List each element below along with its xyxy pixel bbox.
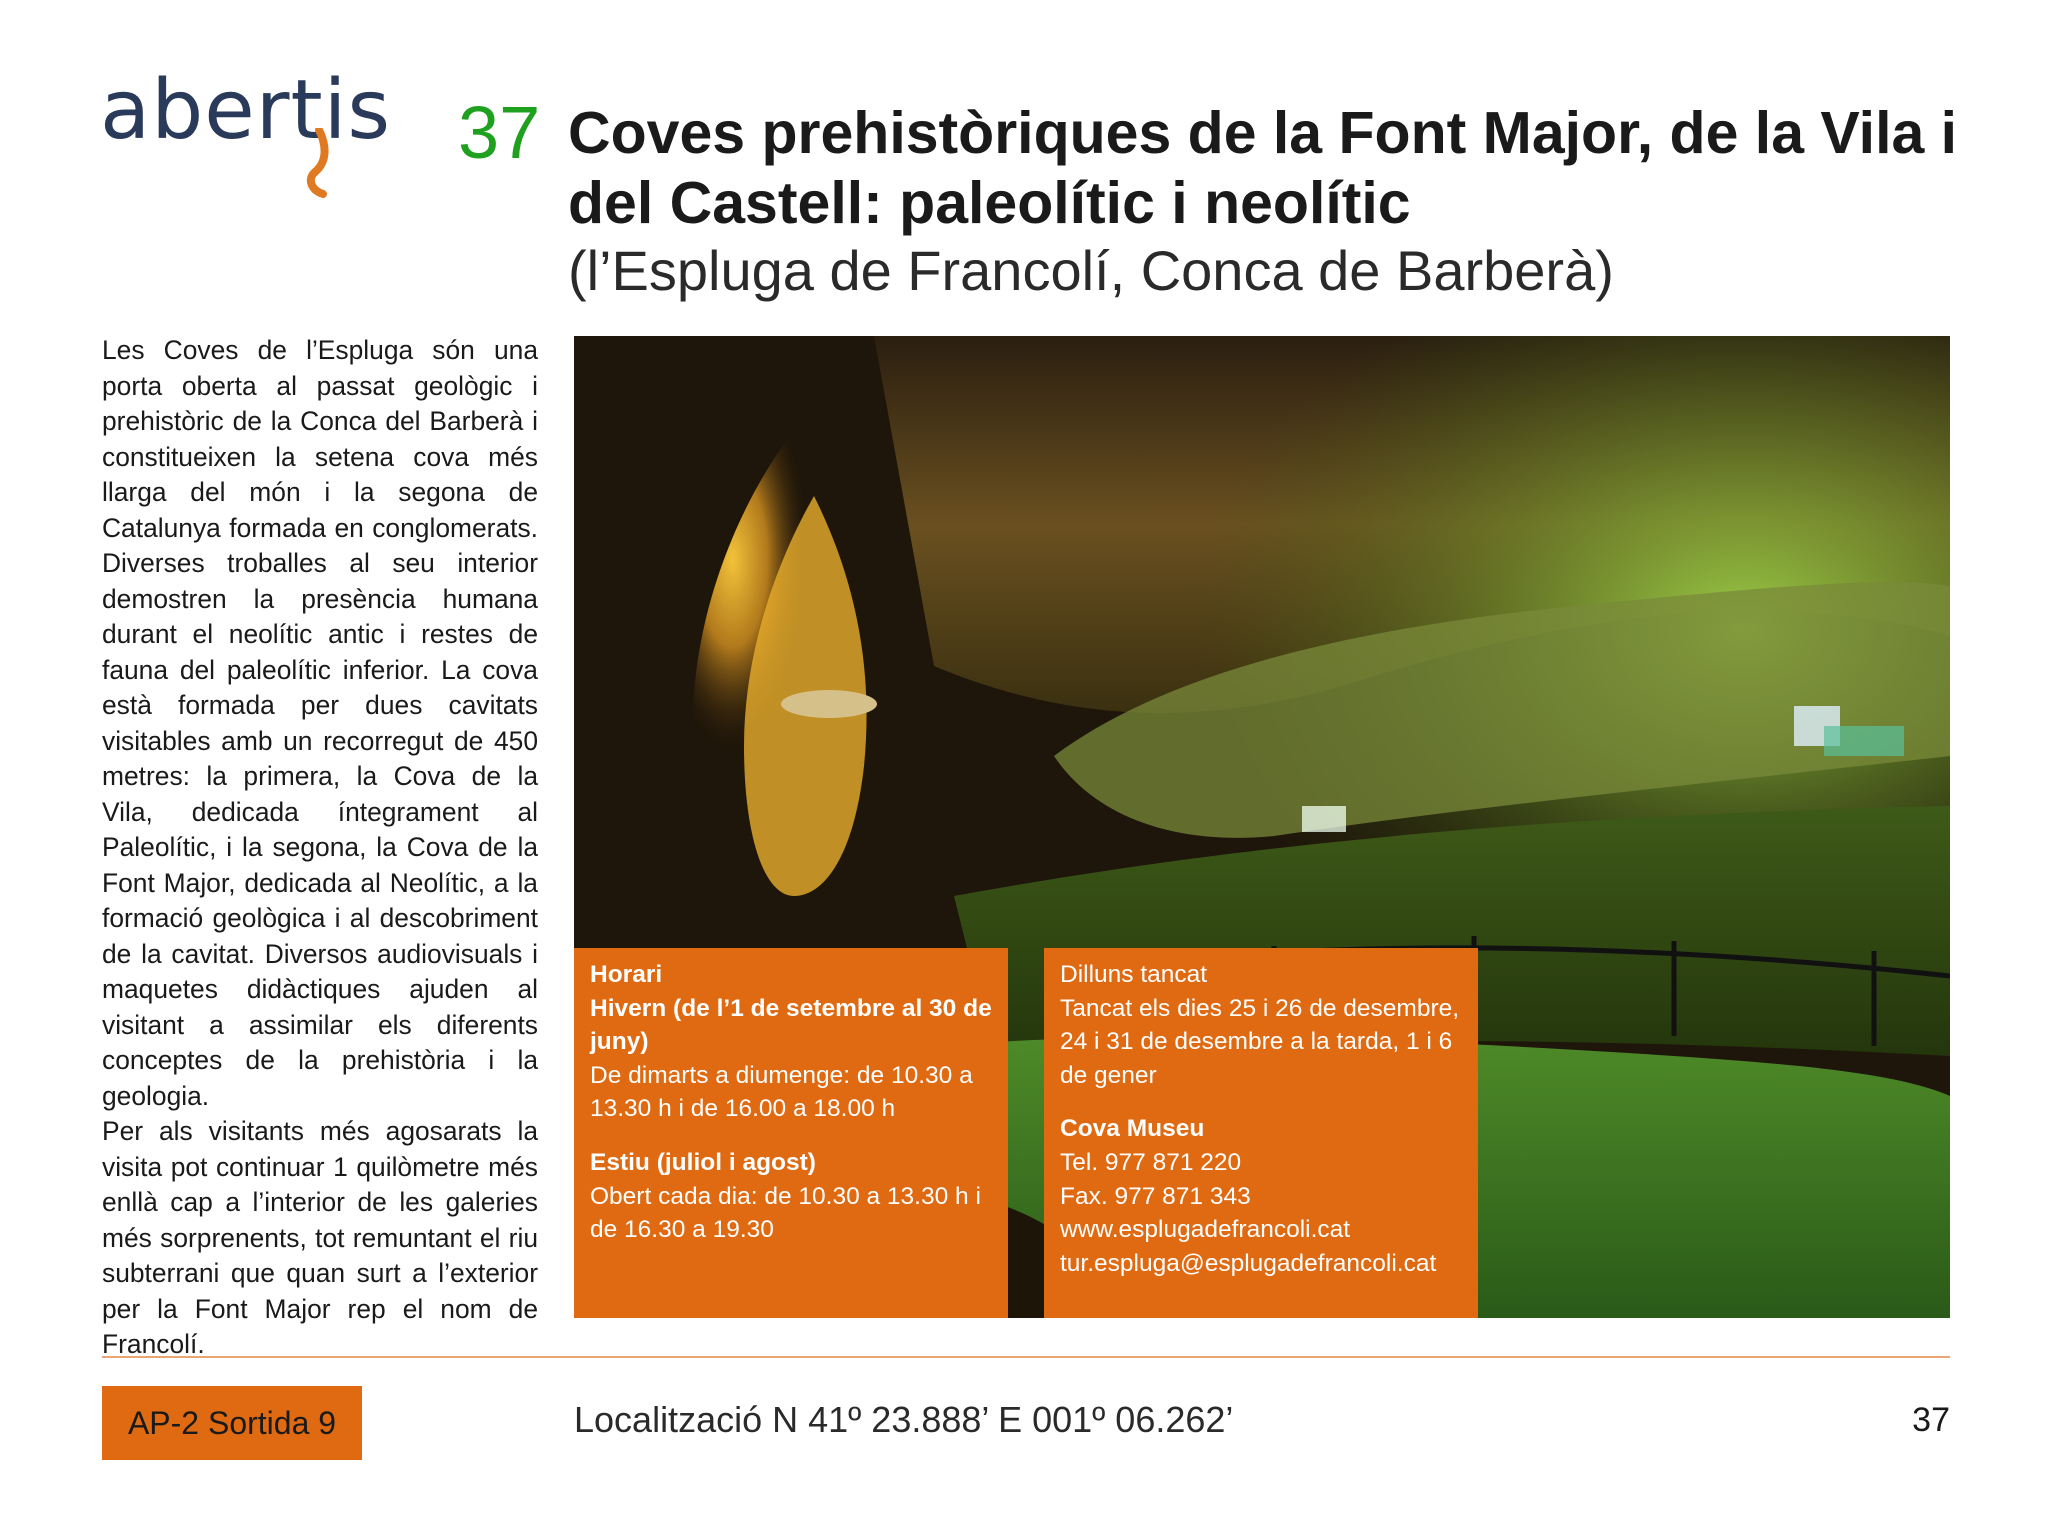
article-body xyxy=(102,333,538,1363)
closed-days: Tancat els dies 25 i 26 de desembre, 24 i 31 de desembre a la tarda, 1 i 6 de gener xyxy=(1060,994,1460,1089)
schedule-heading: Horari xyxy=(590,961,663,988)
contact-web: www.esplugadefrancoli.cat xyxy=(1060,1216,1351,1244)
schedule-box xyxy=(574,948,1008,1318)
abertis-logo xyxy=(100,63,392,200)
logo-hook-mark xyxy=(297,128,337,198)
closed-mondays: Dilluns tancat xyxy=(1060,961,1208,988)
body-paragraph-2: Per als visitants més agosarats la visita pot continuar 1 quilòmetre més enllà cap a l’interior de les galeries més sorprenents, tot remuntant el riu subterrani que quan surt a l’exterior per la Font Major rep el nom de Francolí. xyxy=(102,1116,538,1359)
location-coordinates: Localització N 41º 23.888’ E 001º 06.262’ xyxy=(574,1399,1234,1440)
body-paragraph-1: Les Coves de l’Espluga són una porta oberta al passat geològic i prehistòric de la Conca del Barberà i constitueixen la setena cova més llarga del món i la segona de Catalunya formada en conglomerats. Diverses troballes al seu interior demostren la presència humana durant el neolític antic i restes de fauna del paleolític inferior. La cova està formada per dues cavitats visitables amb un recorregut de 450 metres: la primera, la Cova de la Vila, dedicada íntegrament al Paleolític, i la segona, la Cova de la Font Major, dedicada al Neolític, a la formació geològica i al descobriment de la cavitat. Diversos audiovisuals i maquetes didàctiques ajuden al visitant a assimilar els diferents conceptes de la prehistòria i la geologia. xyxy=(102,335,538,1111)
exit-badge: AP-2 Sortida 9 xyxy=(102,1386,362,1460)
winter-hours: De dimarts a diumenge: de 10.30 a 13.30 h i de 16.00 a 18.00 h xyxy=(590,1061,973,1123)
article-number: 37 xyxy=(458,91,541,174)
contact-fax: Fax. 977 871 343 xyxy=(1060,1182,1251,1210)
page-number: 37 xyxy=(1912,1401,1950,1439)
page-title: Coves prehistòriques de la Font Major, de la Vila i del Castell: paleolític i neolític xyxy=(568,100,1958,236)
page-subtitle: (l’Espluga de Francolí, Conca de Barberà) xyxy=(568,239,1614,302)
contact-heading: Cova Museu xyxy=(1060,1115,1205,1143)
logo-text: abertis xyxy=(100,63,392,158)
summer-heading: Estiu (juliol i agost) xyxy=(590,1148,816,1176)
contact-tel: Tel. 977 871 220 xyxy=(1060,1148,1242,1176)
summer-hours: Obert cada dia: de 10.30 a 13.30 h i de 16.30 a 19.30 xyxy=(590,1182,981,1244)
info-box xyxy=(1044,948,1478,1318)
contact-email: tur.espluga@esplugadefrancoli.cat xyxy=(1060,1249,1437,1277)
winter-heading: Hivern (de l’1 de setembre al 30 de juny) xyxy=(590,994,992,1056)
footer-divider xyxy=(102,1356,1950,1358)
